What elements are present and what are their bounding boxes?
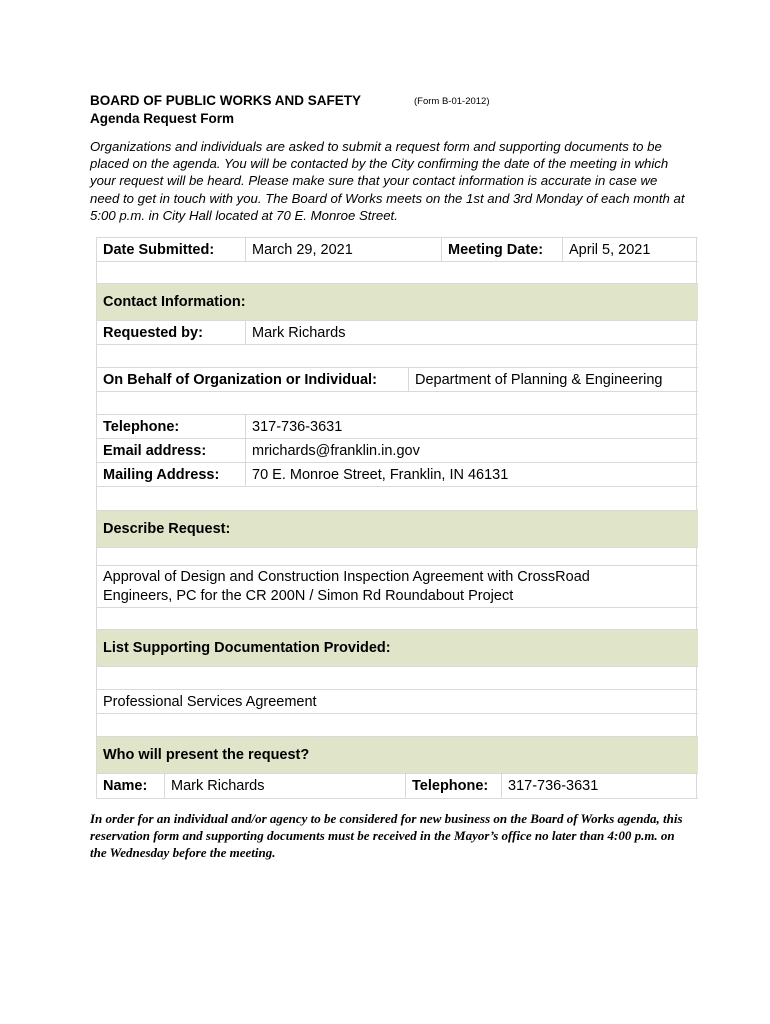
form-title: BOARD OF PUBLIC WORKS AND SAFETY	[90, 93, 361, 108]
spacer-row	[97, 667, 698, 690]
spacer-row	[97, 262, 698, 284]
presenter-name-label: Name:	[103, 778, 148, 794]
meeting-date-label: Meeting Date:	[448, 241, 544, 258]
presenter-telephone-label: Telephone:	[412, 778, 489, 794]
documentation-field[interactable]: Professional Services Agreement	[103, 693, 317, 710]
presenter-telephone-field[interactable]: 317-736-3631	[508, 778, 599, 794]
documentation-section-header	[97, 630, 698, 667]
documentation-section-title: List Supporting Documentation Provided:	[103, 640, 391, 656]
spacer-row	[97, 548, 698, 566]
spacer-row	[97, 487, 698, 511]
request-table	[96, 237, 697, 799]
date-submitted-label: Date Submitted:	[103, 241, 215, 258]
mailing-label: Mailing Address:	[103, 466, 220, 483]
telephone-field[interactable]: 317-736-3631	[252, 418, 343, 435]
request-line-2: Engineers, PC for the CR 200N / Simon Rd Roundabout Project	[103, 588, 514, 604]
presenter-name-field[interactable]: Mark Richards	[171, 778, 265, 794]
email-field[interactable]: mrichards@franklin.in.gov	[252, 442, 420, 459]
request-section-header	[97, 511, 698, 548]
requested-by-label: Requested by:	[103, 324, 203, 341]
presenter-row	[97, 774, 698, 799]
telephone-label: Telephone:	[103, 418, 180, 435]
contact-section-header	[97, 284, 698, 321]
presenter-section-title: Who will present the request?	[103, 747, 310, 763]
meeting-date-field[interactable]: April 5, 2021	[569, 241, 651, 258]
requested-by-row	[97, 321, 698, 345]
documentation-row	[97, 690, 698, 714]
email-label: Email address:	[103, 442, 207, 459]
request-section-title: Describe Request:	[103, 521, 231, 537]
email-row	[97, 439, 698, 463]
on-behalf-label: On Behalf of Organization or Individual:	[103, 371, 377, 388]
on-behalf-field[interactable]: Department of Planning & Engineering	[415, 371, 663, 388]
form-number: (Form B-01-2012)	[414, 96, 490, 107]
footer-note: In order for an individual and/or agency to be considered for new business on the Board of Works agenda, this reservation form and supporting documents must be received in the Mayor’s office no later than 4:00 p.m. on the Wednesday before the meeting.	[90, 811, 683, 860]
request-field[interactable]	[97, 566, 696, 607]
form-subtitle: Agenda Request Form	[90, 111, 235, 126]
intro-paragraph: Organizations and individuals are asked to submit a request form and supporting documents to be placed on the agenda. You will be contacted by the City confirming the date of the meeting in which your request will be heard. Please make sure that your contact information is accurate in case we need to get in touch with you. The Board of Works meets on the 1st and 3rd Monday of each month at 5:00 p.m. in City Hall located at 70 E. Monroe Street.	[90, 139, 685, 223]
on-behalf-row	[97, 368, 698, 392]
spacer-row	[97, 392, 698, 415]
spacer-row	[97, 714, 698, 737]
dates-row	[97, 237, 698, 262]
mailing-field[interactable]: 70 E. Monroe Street, Franklin, IN 46131	[252, 466, 509, 483]
spacer-row	[97, 608, 698, 630]
request-row	[97, 566, 698, 608]
telephone-row	[97, 415, 698, 439]
presenter-section-header	[97, 737, 698, 774]
requested-by-field[interactable]: Mark Richards	[252, 324, 346, 341]
date-submitted-field[interactable]: March 29, 2021	[252, 241, 353, 258]
mailing-row	[97, 463, 698, 487]
contact-section-title: Contact Information:	[103, 294, 246, 310]
spacer-row	[97, 345, 698, 368]
request-line-1: Approval of Design and Construction Inspection Agreement with CrossRoad	[103, 569, 590, 585]
